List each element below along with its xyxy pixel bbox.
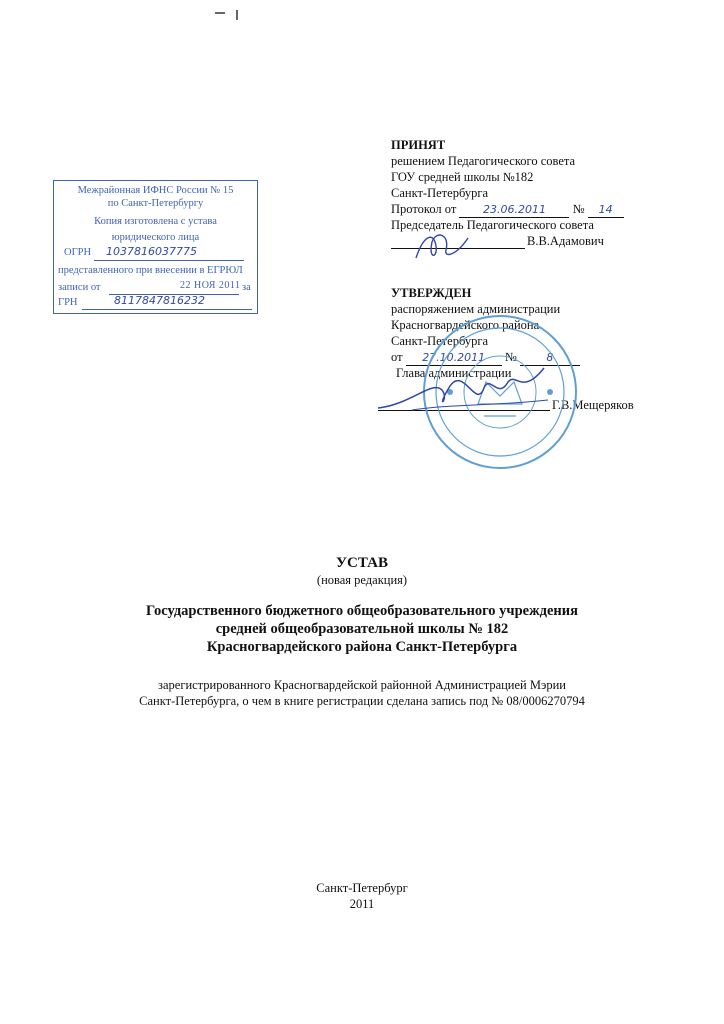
registration-line1: зарегистрированного Красногвардейской районной Администрацией Мэрии (158, 678, 566, 692)
scan-mark (236, 10, 238, 20)
chair-label: Председатель Педагогического совета (391, 218, 594, 232)
approved-no-label: № (504, 350, 517, 364)
org-line2: средней общеобразовательной школы № 182 (215, 621, 509, 637)
stamp-record-label: записи от (58, 282, 101, 293)
stamp-record-date: 22 НОЯ 2011 (180, 280, 241, 291)
approved-number: 8 (520, 350, 580, 366)
stamp-ogrn-value: 1037816037775 (106, 245, 197, 258)
stamp-grn-value: 8117847816232 (114, 294, 205, 307)
stamp-line6: представленного при внесении в ЕГРЮЛ (58, 265, 243, 276)
approved-line3: Санкт-Петербурга (391, 334, 489, 348)
footer-year: 2011 (349, 897, 375, 911)
accepted-line2: ГОУ средней школы №182 (391, 170, 534, 184)
stamp-line3: Копия изготовлена с устава (94, 216, 217, 227)
chair-name: В.В.Адамович (527, 234, 604, 248)
stamp-ogrn-label: ОГРН (64, 247, 92, 258)
protocol-no-label: № (572, 202, 585, 216)
approved-date-prefix: от (391, 350, 403, 364)
document-title: УСТАВ (336, 555, 388, 571)
approved-heading: УТВЕРЖДЕН (391, 286, 472, 300)
protocol-line (391, 202, 624, 218)
protocol-number: 14 (588, 202, 624, 218)
approved-line2: Красногвардейского района (391, 318, 540, 332)
signature-adamovich (412, 228, 472, 264)
protocol-prefix: Протокол от (391, 202, 457, 216)
org-line1: Государственного бюджетного общеобразовательного учреждения (146, 603, 578, 619)
accepted-heading: ПРИНЯТ (391, 138, 446, 152)
head-label: Глава администрации (396, 366, 512, 380)
signature-head (372, 360, 552, 416)
stamp-record-suffix: за (242, 282, 251, 293)
stamp-grn-label: ГРН (58, 297, 78, 308)
accepted-line3: Санкт-Петербурга (391, 186, 489, 200)
stamp-line4: юридического лица (111, 232, 200, 243)
org-line3: Красногвардейского района Санкт-Петербурга (206, 639, 518, 655)
footer-city: Санкт-Петербург (316, 881, 408, 895)
registration-line2: Санкт-Петербурга, о чем в книге регистрации сделана запись под № 08/0006270794 (139, 694, 585, 708)
accepted-line1: решением Педагогического совета (391, 154, 576, 168)
registration-stamp (53, 180, 258, 314)
stamp-line1: Межрайонная ИФНС России № 15 (77, 185, 234, 196)
scan-mark (215, 12, 225, 14)
approved-line1: распоряжением администрации (391, 302, 561, 316)
stamp-line2: по Санкт-Петербургу (107, 198, 204, 209)
head-name: Г.В.Мещеряков (552, 398, 634, 412)
protocol-date: 23.06.2011 (459, 202, 569, 218)
approved-date: 27.10.2011 (406, 350, 502, 366)
document-subtitle: (новая редакция) (316, 573, 408, 587)
